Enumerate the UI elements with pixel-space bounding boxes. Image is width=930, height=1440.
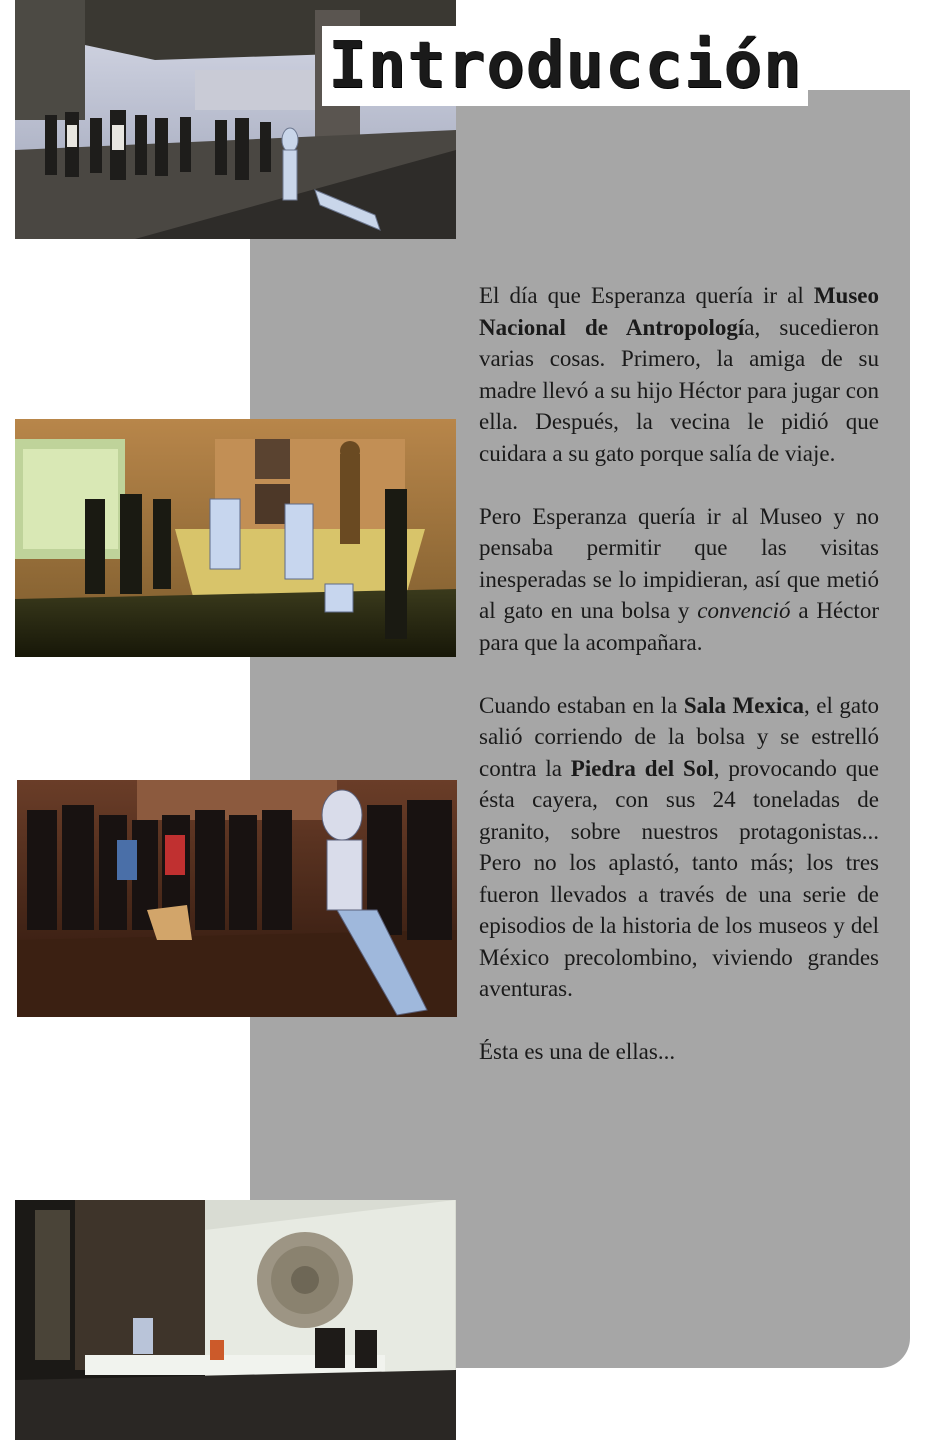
convencio-italic: convenció xyxy=(697,598,791,623)
p2-text-c: a Héctor para que la acompañara. xyxy=(479,598,879,655)
piedra-del-sol-bold: Piedra del Sol xyxy=(570,755,714,781)
paragraph-1 xyxy=(479,280,879,469)
paragraph-4: Ésta es una de ellas... xyxy=(479,1039,676,1064)
sala-mexica-crowd-photo xyxy=(17,780,457,1017)
sala-mexica-bold: Sala Mexica xyxy=(683,692,805,718)
museum-name-bold: Museo Nacional de Antropologí xyxy=(479,283,879,340)
p3-text-e: , provocando que ésta cayera, con sus 24 toneladas de granito, sobre nuestros protagonistas... Pero no los aplastó, tanto más; los tres fueron llevados a través de una serie de episodios de la historia de los museos y del México precolombino, viviendo grandes aventuras. xyxy=(479,755,879,1001)
intro-text xyxy=(479,280,879,1099)
p3-text-c: , el gato salió corriendo de la bolsa y se estrelló contra la xyxy=(479,692,879,781)
museum-gallery-photo xyxy=(15,419,456,657)
paragraph-2 xyxy=(479,501,879,659)
page-title: Introducción xyxy=(322,26,808,106)
p3-text-a: Cuando estaban en la xyxy=(479,692,684,718)
p1-text-c: a, sucedieron varias cosas. Primero, la amiga de su madre llevó a su hijo Héctor para jugar con ella. Después, la vecina le pidió que cuidara a su gato porque salía de viaje. xyxy=(479,314,880,466)
paragraph-3 xyxy=(479,690,879,1005)
p1-text-a: El día que Esperanza quería ir al xyxy=(479,283,814,308)
piedra-del-sol-photo xyxy=(15,1200,456,1440)
p2-text-a: Pero Esperanza quería ir al Museo y no pensaba permitir que las visitas inesperadas se lo impidieran, así que metió al gato en una bolsa y xyxy=(479,503,879,623)
